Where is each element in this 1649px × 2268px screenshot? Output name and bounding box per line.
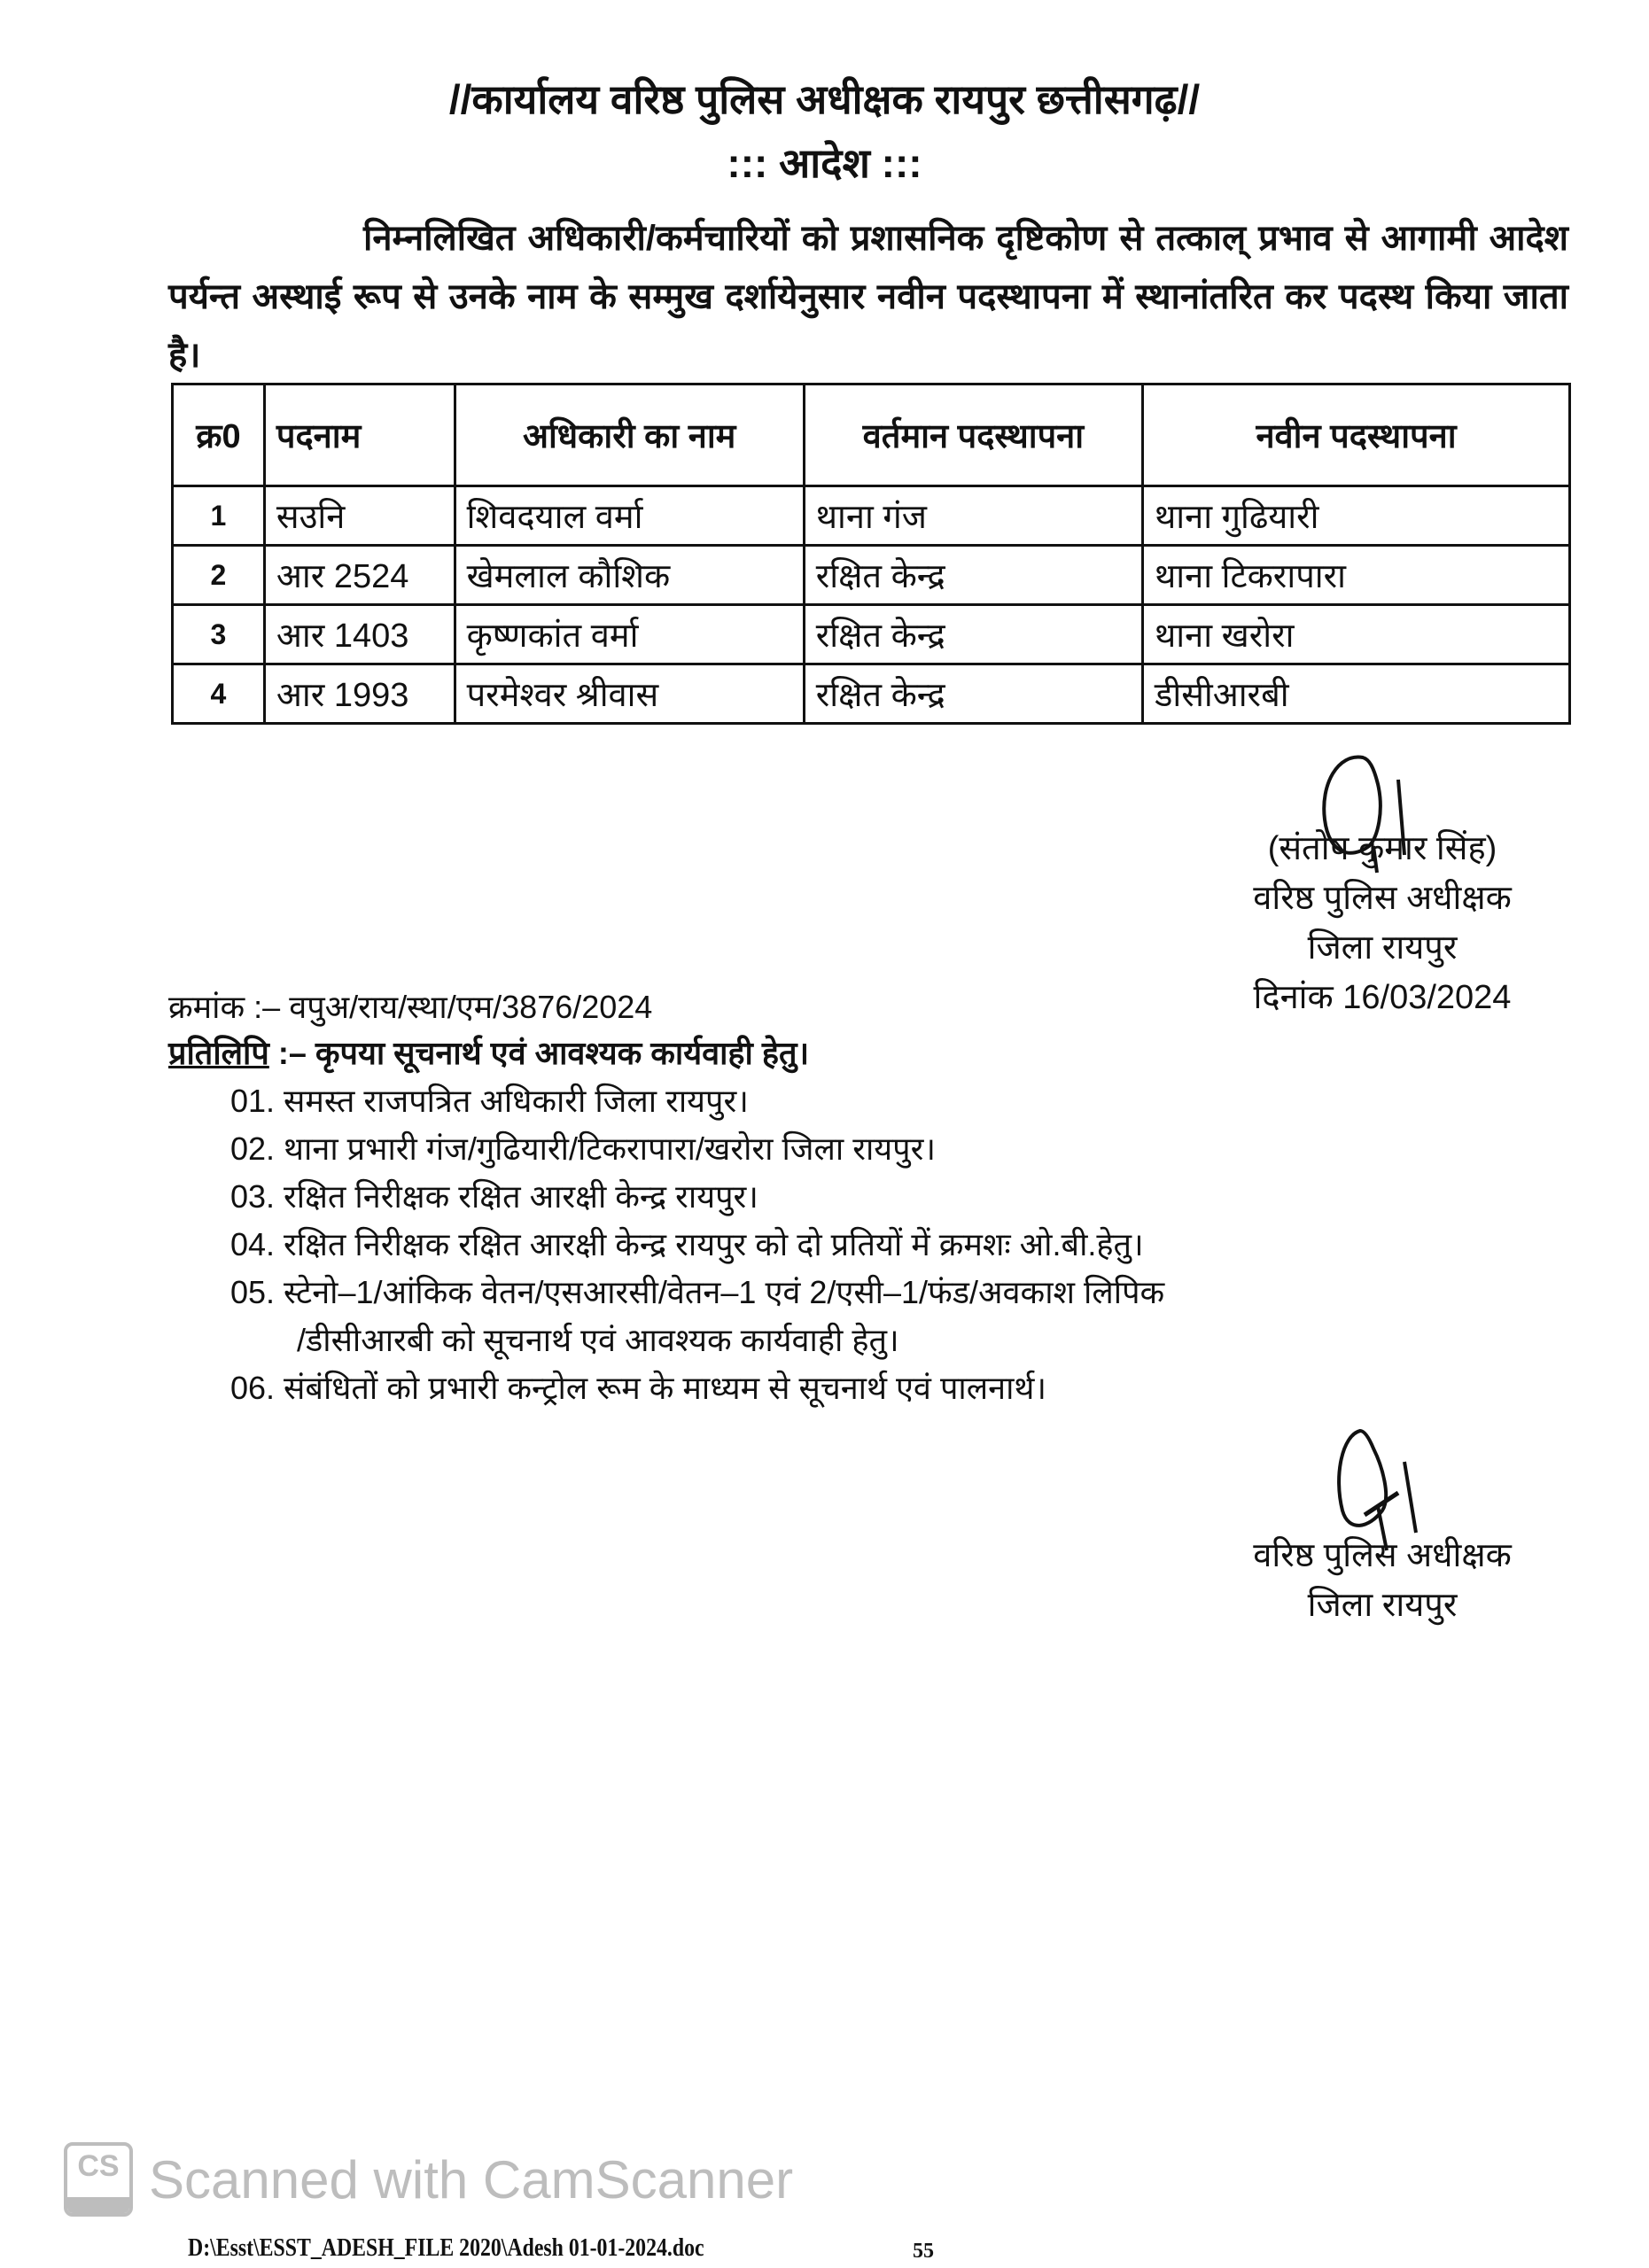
signatory-designation: वरिष्ठ पुलिस अधीक्षक	[1253, 1537, 1512, 1574]
cell-officer-name: खेमलाल कौशिक	[455, 546, 804, 605]
copy-item-continued: /डीसीआरबी को सूचनार्थ एवं आवश्यक कार्यवाही हेतु।	[297, 1322, 899, 1358]
file-path: D:\Esst\ESST_ADESH_FILE 2020\Adesh 01-01-2024.doc	[188, 2234, 704, 2262]
camscanner-logo-bar	[67, 2197, 129, 2213]
cell-designation: आर 1403	[264, 605, 455, 664]
cell-designation: आर 2524	[264, 546, 455, 605]
header-new-posting: नवीन पदस्थापना	[1143, 384, 1570, 486]
camscanner-text: Scanned with CamScanner	[149, 2149, 794, 2210]
page-number: 55	[913, 2240, 934, 2263]
reference-number-value: वपुअ/राय/स्था/एम/3876/2024	[289, 989, 653, 1025]
cell-officer-name: कृष्णकांत वर्मा	[455, 605, 804, 664]
order-title: ::: आदेश :::	[727, 140, 922, 186]
header-serial: क्र0	[173, 384, 265, 486]
cell-designation: आर 1993	[264, 664, 455, 724]
cell-new-posting: थाना टिकरापारा	[1143, 546, 1570, 605]
copy-heading	[168, 1029, 809, 1077]
reference-section	[168, 0, 1586, 2268]
camscanner-logo-icon	[64, 2142, 133, 2217]
copy-text: :– कृपया सूचनार्थ एवं आवश्यक कार्यवाही हेतु।	[277, 1035, 810, 1071]
cell-new-posting: थाना खरोरा	[1143, 605, 1570, 664]
signatory-block-2	[1178, 1531, 1586, 1630]
cell-current-posting: थाना गंज	[804, 486, 1142, 546]
copy-item: 03. रक्षित निरीक्षक रक्षित आरक्षी केन्द्र रायपुर।	[230, 1178, 758, 1215]
cell-officer-name: परमेश्वर श्रीवास	[455, 664, 804, 724]
signatory-district: जिला रायपुर	[1307, 929, 1458, 967]
cell-officer-name: शिवदयाल वर्मा	[455, 486, 804, 546]
copy-item: 02. थाना प्रभारी गंज/गुढियारी/टिकरापारा/खरोरा जिला रायपुर।	[230, 1130, 936, 1167]
cell-designation: सउनि	[264, 486, 455, 546]
copy-item: 04. रक्षित निरीक्षक रक्षित आरक्षी केन्द्र रायपुर को दो प्रतियों में क्रमशः ओ.बी.हेतु।	[230, 1226, 1144, 1262]
camscanner-watermark	[64, 2142, 793, 2217]
signatory-designation: वरिष्ठ पुलिस अधीक्षक	[1253, 880, 1512, 917]
intro-text: निम्नलिखित अधिकारी/कर्मचारियों को प्रशासनिक दृष्टिकोण से तत्काल् प्रभाव से आगामी आदेश पर्यन्त अस्थाई रूप से उनके नाम के सम्मुख दर्शायेनुसार नवीन पदस्थापना में स्थानांतरित कर पदस्थ किया जाता है।	[168, 219, 1568, 375]
cell-current-posting: रक्षित केन्द्र	[804, 605, 1142, 664]
reference-number-label: क्रमांक :–	[168, 989, 281, 1025]
signatory-name: (संतोष कुमार सिंह)	[1267, 830, 1497, 867]
cell-serial: 3	[173, 605, 265, 664]
cell-serial: 2	[173, 546, 265, 605]
header-officer-name: अधिकारी का नाम	[455, 384, 804, 486]
cell-current-posting: रक्षित केन्द्र	[804, 664, 1142, 724]
copy-item: 06. संबंधितों को प्रभारी कन्ट्रोल रूम के माध्यम से सूचनार्थ एवं पालनार्थ।	[230, 1370, 1047, 1406]
cell-serial: 4	[173, 664, 265, 724]
office-title: //कार्यालय वरिष्ठ पुलिस अधीक्षक रायपुर छत्तीसगढ़//	[448, 76, 1201, 122]
cell-new-posting: थाना गुढियारी	[1143, 486, 1570, 546]
order-date: दिनांक 16/03/2024	[1253, 979, 1512, 1016]
copy-item: 01. समस्त राजपत्रित अधिकारी जिला रायपुर।	[230, 1083, 749, 1119]
cell-serial: 1	[173, 486, 265, 546]
reference-number	[168, 983, 652, 1031]
copy-label: प्रतिलिपि	[168, 1035, 269, 1071]
cell-current-posting: रक्षित केन्द्र	[804, 546, 1142, 605]
cell-new-posting: डीसीआरबी	[1143, 664, 1570, 724]
copy-item: 05. स्टेनो–1/आंकिक वेतन/एसआरसी/वेतन–1 एवं 2/एसी–1/फंड/अवकाश लिपिक	[230, 1274, 1165, 1310]
header-designation: पदनाम	[264, 384, 455, 486]
signatory-district: जिला रायपुर	[1307, 1587, 1458, 1624]
header-current-posting: वर्तमान पदस्थापना	[804, 384, 1142, 486]
camscanner-logo-text: CS	[77, 2149, 120, 2183]
